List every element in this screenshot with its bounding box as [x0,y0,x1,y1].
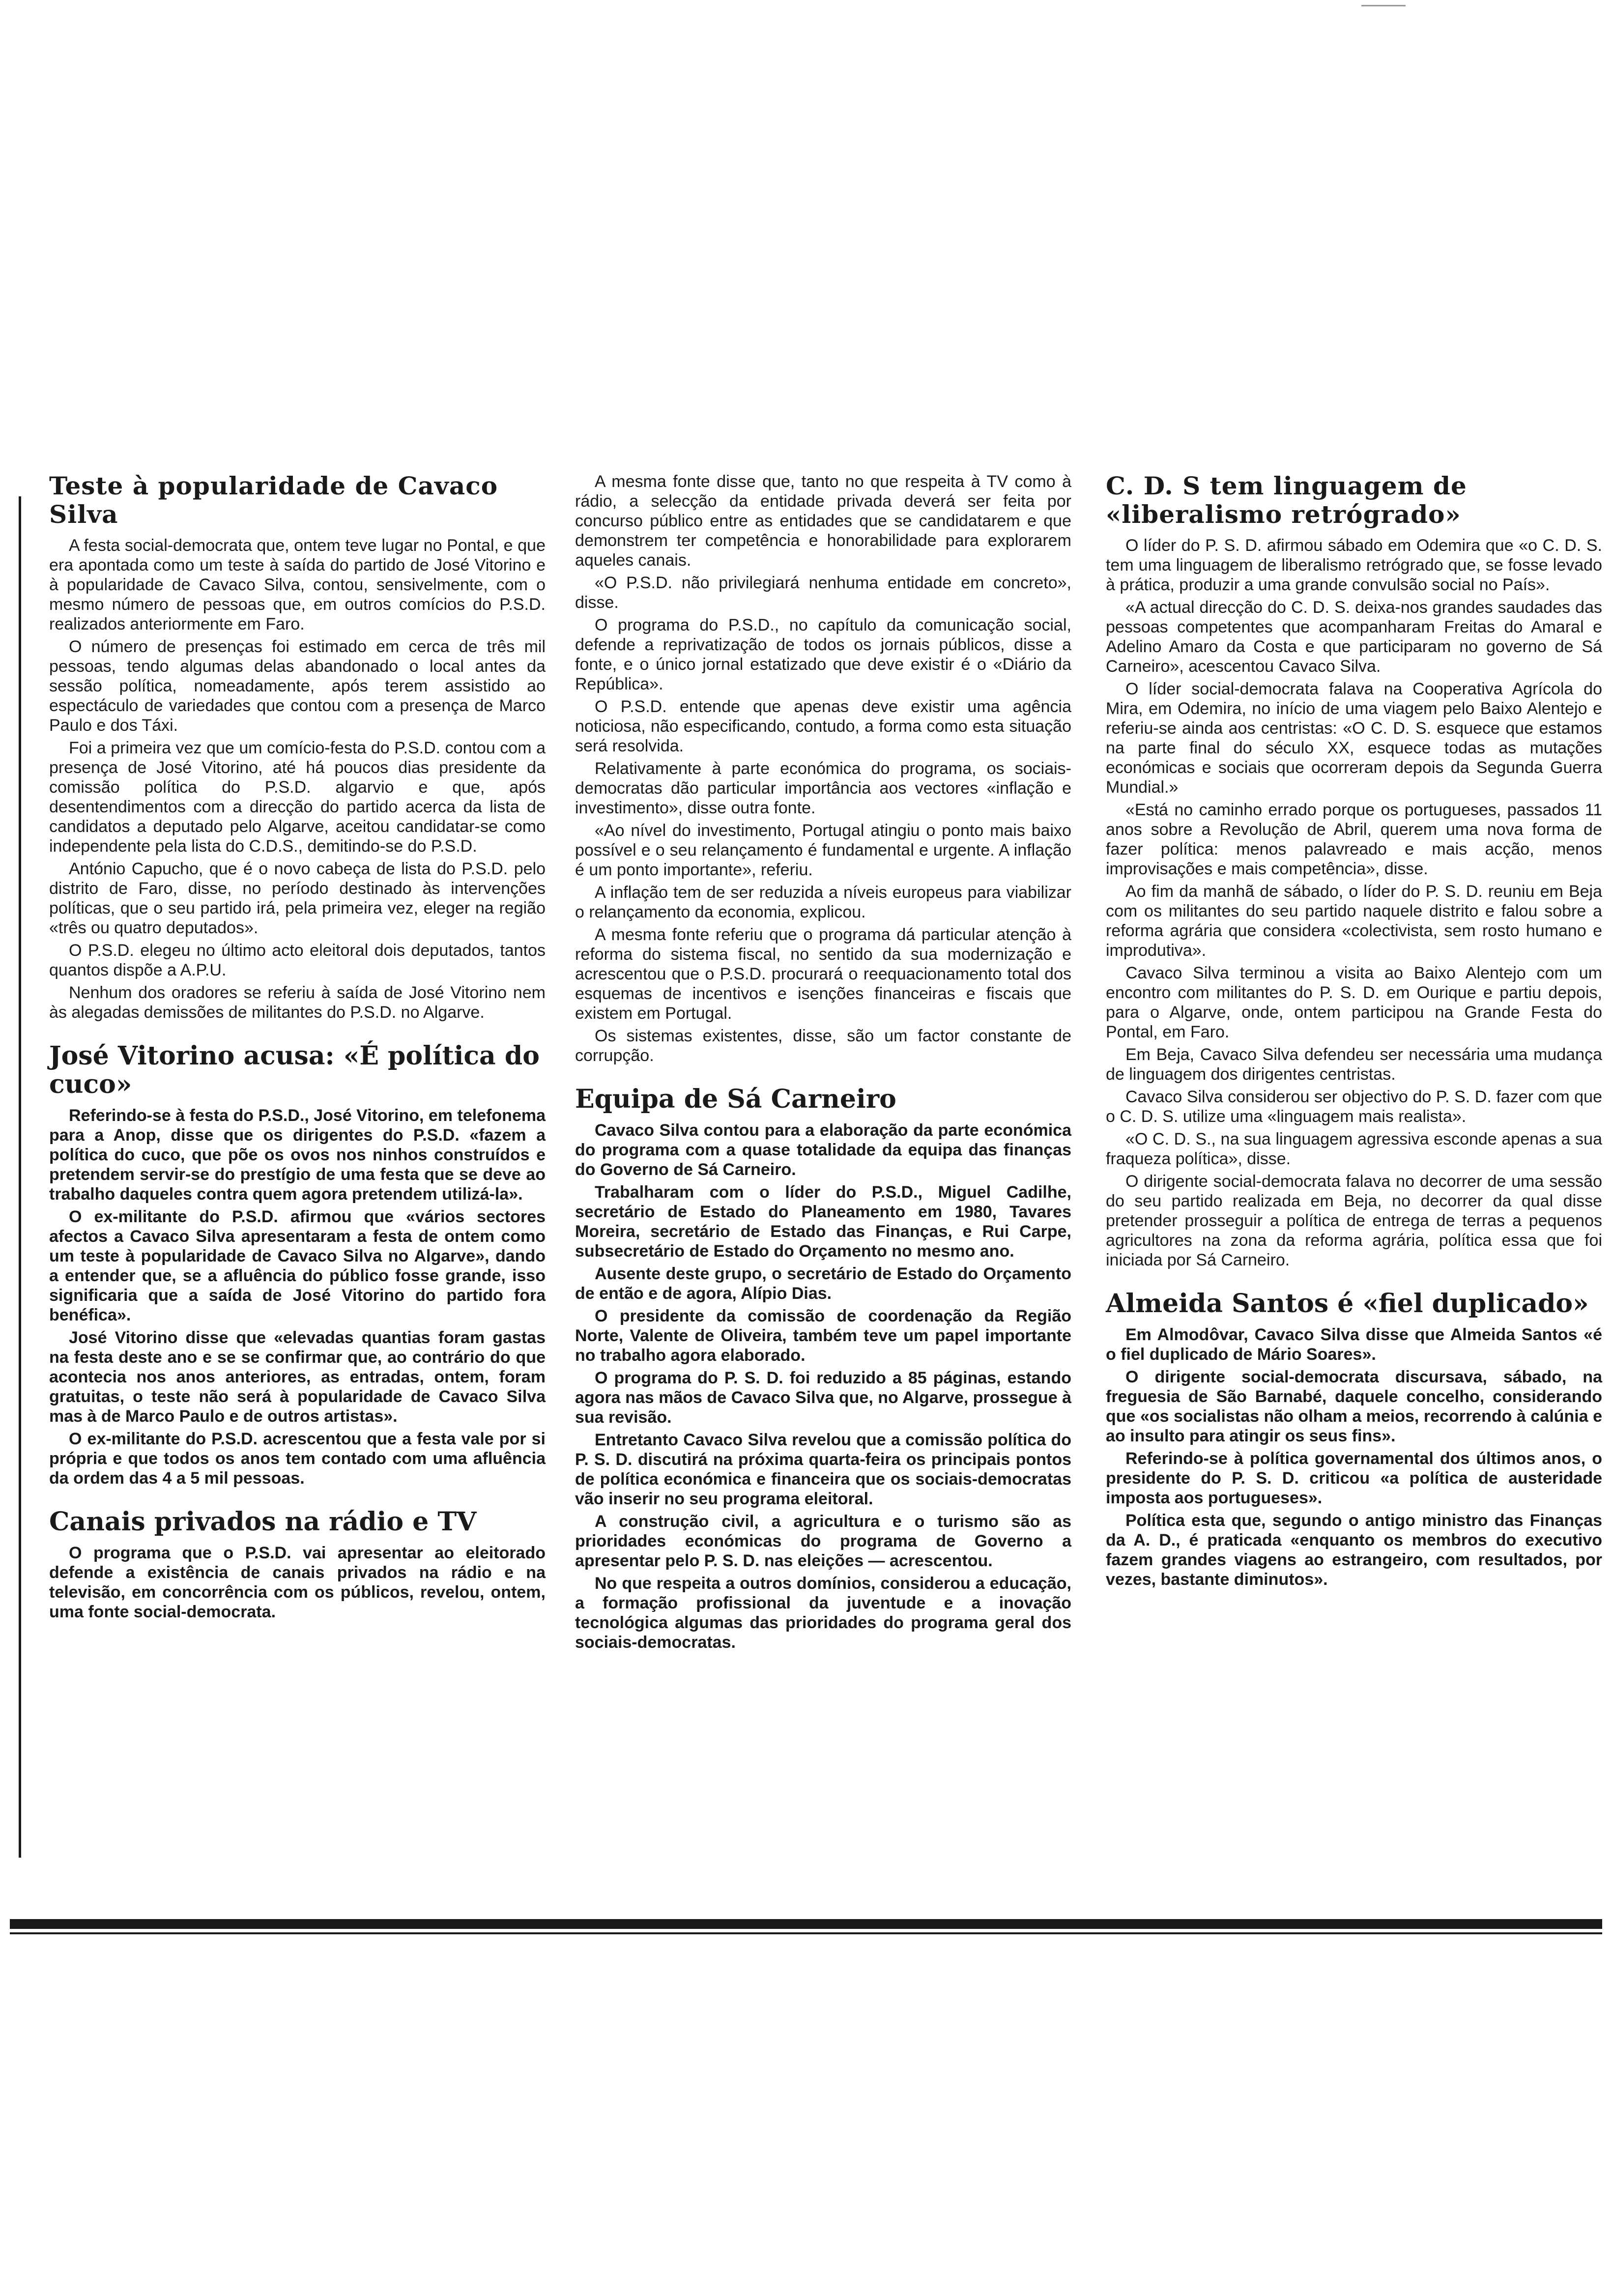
article-paragraph: O ex-militante do P.S.D. afirmou que «vários sectores afectos a Cavaco Silva apresentaram a festa de ontem como um teste à popularidade de Cavaco Silva no Algarve», dando a entender que, se a afluência do público fosse grande, isso significaria que a saída de José Vitorino do partido fora benéfica». [49,1207,546,1324]
article-headline: Equipa de Sá Carneiro [575,1084,896,1114]
page-frame-line [19,496,21,1858]
article-paragraph: O número de presenças foi estimado em cerca de três mil pessoas, tendo algumas delas abandonado o local antes da sessão política, nomeadamente, após terem assistido ao espectáculo de variedades que contou com a presença de Marco Paulo e dos Táxi. [49,637,546,735]
column-1 [49,472,546,1625]
article-paragraph: António Capucho, que é o novo cabeça de lista do P.S.D. pelo distrito de Faro, disse, no período destinado às intervenções políticas, que o seu partido irá, pela primeira vez, eleger na região «três ou quatro deputados». [49,860,546,937]
article-paragraph: Cavaco Silva considerou ser objectivo do P. S. D. fazer com que o C. D. S. utilize uma «linguagem mais realista». [1106,1088,1602,1126]
article-canais-privados [49,1508,546,1622]
bottom-rule-thin [10,1932,1602,1934]
article-cds-liberalismo [1106,472,1602,1270]
article-paragraph: A festa social-democrata que, ontem teve lugar no Pontal, e que era apontada como um teste à saída do partido de José Vitorino e à popularidade de Cavaco Silva, contou, sensivelmente, com o mesmo número de pessoas que, em outros comícios do P.S.D. realizados anteriormente em Faro. [49,536,546,633]
article-paragraph: Entretanto Cavaco Silva revelou que a comissão política do P. S. D. discutirá na próxima quarta-feira os principais pontos de política económica e financeira que os sociais-democratas vão inserir no seu programa eleitoral. [575,1431,1071,1508]
bottom-rule [10,1919,1602,1929]
article-paragraph: José Vitorino disse que «elevadas quantias foram gastas na festa deste ano e se se confirmar que, ao contrário do que acontecia nos anos anteriores, as entradas, ontem, foram gratuitas, o teste não será à popularidade de Cavaco Silva mas à de Marco Paulo e de outros artistas». [49,1328,546,1426]
column-2 [575,472,1071,1655]
article-paragraph: «O C. D. S., na sua linguagem agressiva esconde apenas a sua fraqueza política», disse. [1106,1130,1602,1168]
article-paragraph: O programa do P. S. D. foi reduzido a 85 páginas, estando agora nas mãos de Cavaco Silva que, no Algarve, prossegue à sua revisão. [575,1369,1071,1427]
article-paragraph: Cavaco Silva contou para a elaboração da parte económica do programa com a quase totalidade da equipa das finanças do Governo de Sá Carneiro. [575,1121,1071,1179]
article-paragraph: Trabalharam com o líder do P.S.D., Miguel Cadilhe, secretário de Estado do Planeamento em 1980, Tavares Moreira, secretário de Estado das Finanças, e Rui Carpe, subsecretário de Estado do Orçamento no mesmo ano. [575,1183,1071,1261]
article-paragraph: O dirigente social-democrata discursava, sábado, na freguesia de São Barnabé, daquele concelho, considerando que «os socialistas não olham a meios, recorrendo à calúnia e ao insulto para atingir os seus fins». [1106,1368,1602,1445]
article-paragraph: Em Almodôvar, Cavaco Silva disse que Almeida Santos «é o fiel duplicado de Mário Soares». [1106,1325,1602,1364]
article-paragraph: O líder social-democrata falava na Cooperativa Agrícola do Mira, em Odemira, no início de uma viagem pelo Baixo Alentejo e referiu-se ainda aos centristas: «O C. D. S. esquece que estamos na parte final do século XX, esquece todas as mutações económicas e sociais que ocorreram depois da Segunda Guerra Mundial.» [1106,680,1602,797]
article-headline: Almeida Santos é «fiel duplicado» [1106,1289,1589,1319]
article-paragraph: A inflação tem de ser reduzida a níveis europeus para viabilizar o relançamento da economia, explicou. [575,883,1071,921]
article-paragraph: Em Beja, Cavaco Silva defendeu ser necessária uma mudança de linguagem dos dirigentes centristas. [1106,1045,1602,1084]
article-paragraph: O P.S.D. elegeu no último acto eleitoral dois deputados, tantos quantos dispõe a A.P.U. [49,941,546,979]
article-headline: C. D. S tem linguagem de «liberalismo retrógrado» [1106,471,1467,529]
article-headline: Teste à popularidade de Cavaco Silva [49,471,498,529]
article-paragraph: «Ao nível do investimento, Portugal atingiu o ponto mais baixo possível e o seu relançamento é fundamental e urgente. A inflação é um ponto importante», referiu. [575,821,1071,879]
article-paragraph: O programa do P.S.D., no capítulo da comunicação social, defende a reprivatização de todos os jornais públicos, disse a fonte, e o único jornal estatizado que deve existir é o «Diário da República». [575,616,1071,693]
article-equipa-sa-carneiro [575,1085,1071,1652]
article-paragraph: Referindo-se à festa do P.S.D., José Vitorino, em telefonema para a Anop, disse que os dirigentes do P.S.D. «fazem a política do cuco, que põe os ovos nos ninhos construídos e pretendem servir-se do prestígio de uma festa que se deve ao trabalho daqueles contra quem agora pretendem utilizá-la». [49,1106,546,1204]
article-paragraph: «O P.S.D. não privilegiará nenhuma entidade em concreto», disse. [575,574,1071,612]
article-teste-popularidade [49,472,546,1022]
article-paragraph: Relativamente à parte económica do programa, os sociais-democratas dão particular importância aos vectores «inflação e investimento», disse outra fonte. [575,759,1071,817]
article-canais-privados-continued [575,472,1071,1065]
article-headline: José Vitorino acusa: «É política do cuco» [49,1041,540,1099]
article-paragraph: O programa que o P.S.D. vai apresentar ao eleitorado defende a existência de canais privados na rádio e na televisão, em concorrência com os públicos, revelou, ontem, uma fonte social-democrata. [49,1544,546,1621]
article-paragraph: Nenhum dos oradores se referiu à saída de José Vitorino nem às alegadas demissões de militantes do P.S.D. no Algarve. [49,983,546,1022]
article-paragraph: Política esta que, segundo o antigo ministro das Finanças da A. D., é praticada «enquanto os membros do executivo fazem grandes viagens ao estrangeiro, com resultados, por vezes, bastante diminutos». [1106,1511,1602,1589]
article-paragraph: Ao fim da manhã de sábado, o líder do P. S. D. reuniu em Beja com os militantes do seu partido naquele distrito e falou sobre a reforma agrária que considera «colectivista, sem rosto humano e improdutiva». [1106,882,1602,960]
article-paragraph: Ausente deste grupo, o secretário de Estado do Orçamento de então e de agora, Alípio Dias. [575,1264,1071,1303]
article-paragraph: Referindo-se à política governamental dos últimos anos, o presidente do P. S. D. criticou «a política de austeridade imposta aos portugueses». [1106,1449,1602,1507]
article-paragraph: O líder do P. S. D. afirmou sábado em Odemira que «o C. D. S. tem uma linguagem de liberalismo retrógrado que, se fosse levado à prática, produzir a uma grande convulsão social no País». [1106,536,1602,594]
article-paragraph: Foi a primeira vez que um comício-festa do P.S.D. contou com a presença de José Vitorino, até há poucos dias presidente da comissão política do P.S.D. algarvio e que, após desentendimentos com a direcção do partido acerca da lista de candidatos a deputado pelo Algarve, aceitou candidatar-se como independente pela lista do C.D.S., demitindo-se do P.S.D. [49,739,546,856]
column-3 [1106,472,1602,1592]
article-paragraph: A construção civil, a agricultura e o turismo são as prioridades económicas do programa de Governo a apresentar pelo P. S. D. nas eleições — acrescentou. [575,1512,1071,1570]
article-paragraph: O dirigente social-democrata falava no decorrer de uma sessão do seu partido realizada em Beja, no decorrer da qual disse pretender prosseguir a política de entrega de terras a pequenos agricultores na zona da reforma agrária, política essa que foi iniciada por Sá Carneiro. [1106,1172,1602,1269]
scan-mark [1361,5,1406,6]
article-paragraph: Cavaco Silva terminou a visita ao Baixo Alentejo com um encontro com militantes do P. S. D. em Ourique e partiu depois, para o Algarve, onde, ontem participou na Grande Festa do Pontal, em Faro. [1106,964,1602,1041]
article-paragraph: A mesma fonte referiu que o programa dá particular atenção à reforma do sistema fiscal, no sentido da sua modernização e acrescentou que o P.S.D. procurará o reequacionamento total dos esquemas de incentivos e isenções financeiras e fiscais que existem em Portugal. [575,925,1071,1023]
article-jose-vitorino [49,1042,546,1488]
article-paragraph: O ex-militante do P.S.D. acrescentou que a festa vale por si própria e que todos os anos tem contado com uma afluência da ordem das 4 a 5 mil pessoas. [49,1430,546,1488]
article-headline: Canais privados na rádio e TV [49,1507,477,1537]
article-paragraph: «Está no caminho errado porque os portugueses, passados 11 anos sobre a Revolução de Abril, querem uma nova forma de fazer política: menos palavreado e mais acção, menos improvisações e mais competência», disse. [1106,801,1602,878]
article-paragraph: «A actual direcção do C. D. S. deixa-nos grandes saudades das pessoas competentes que acompanharam Freitas do Amaral e Adelino Amaro da Costa e que participaram no governo de Sá Carneiro», acescentou Cavaco Silva. [1106,598,1602,676]
article-paragraph: Os sistemas existentes, disse, são um factor constante de corrupção. [575,1027,1071,1065]
article-paragraph: A mesma fonte disse que, tanto no que respeita à TV como à rádio, a selecção da entidade privada deverá ser feita por concurso público entre as entidades que se candidatarem e que demonstrem ter competência e honorabilidade para explorarem aqueles canais. [575,472,1071,570]
article-paragraph: O presidente da comissão de coordenação da Região Norte, Valente de Oliveira, também teve um papel importante no trabalho agora elaborado. [575,1307,1071,1365]
article-almeida-santos [1106,1290,1602,1589]
article-paragraph: No que respeita a outros domínios, considerou a educação, a formação profissional da juventude e a inovação tecnológica algumas das prioridades do programa geral dos sociais-democratas. [575,1574,1071,1652]
article-paragraph: O P.S.D. entende que apenas deve existir uma agência noticiosa, não especificando, contudo, a forma como esta situação será resolvida. [575,697,1071,755]
